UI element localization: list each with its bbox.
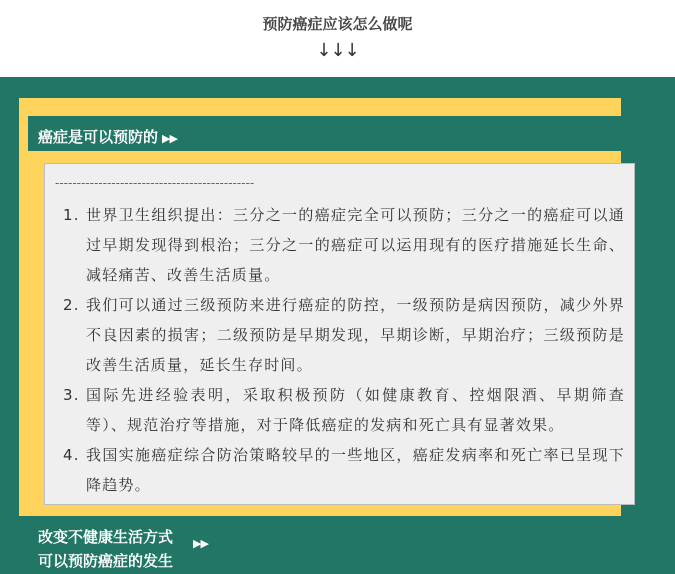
yellow-accent-left	[19, 98, 28, 516]
content-card	[44, 163, 635, 505]
prevention-list	[63, 200, 625, 500]
list-item	[63, 380, 625, 440]
top-banner	[0, 0, 675, 77]
list-item-text: 国际先进经验表明，采取积极预防（如健康教育、控烟限酒、早期筛查等）、规范治疗等措施，对于降低癌症的发病和死亡具有显著效果。	[86, 386, 625, 434]
section-heading-prevention	[38, 127, 177, 149]
list-item-text: 我国实施癌症综合防治策略较早的一些地区，癌症发病率和死亡率已呈现下降趋势。	[86, 446, 625, 494]
section-heading-lifestyle	[38, 525, 173, 573]
yellow-accent-strip	[19, 98, 621, 116]
list-item	[63, 290, 625, 380]
section-heading-text: 癌症是可以预防的	[38, 128, 159, 146]
down-arrows-icon: ↓↓↓	[316, 40, 359, 61]
list-item-number: 1.	[63, 206, 80, 224]
list-item-number: 4.	[63, 446, 80, 464]
list-item-text: 我们可以通过三级预防来进行癌症的防控，一级预防是病因预防，减少外界不良因素的损害；二级预防是早期发现，早期诊断，早期治疗；三级预防是改善生活质量，延长生存时间。	[86, 296, 625, 374]
list-item-number: 2.	[63, 296, 80, 314]
section-heading-line: 改变不健康生活方式	[38, 528, 174, 546]
double-triangle-right-icon: ▶▶	[162, 132, 177, 145]
page-title: 预防癌症应该怎么做呢	[262, 15, 413, 33]
list-item	[63, 200, 625, 290]
dashed-divider: ----------------------------------------------	[55, 176, 255, 190]
list-item-number: 3.	[63, 386, 80, 404]
list-item-text: 世界卫生组织提出：三分之一的癌症完全可以预防；三分之一的癌症可以通过早期发现得到根治；三分之一的癌症可以运用现有的医疗措施延长生命、减轻痛苦、改善生活质量。	[86, 206, 625, 284]
section-heading-line: 可以预防癌症的发生	[38, 552, 174, 570]
double-triangle-right-icon: ▶▶	[193, 537, 208, 550]
list-item	[63, 440, 625, 500]
